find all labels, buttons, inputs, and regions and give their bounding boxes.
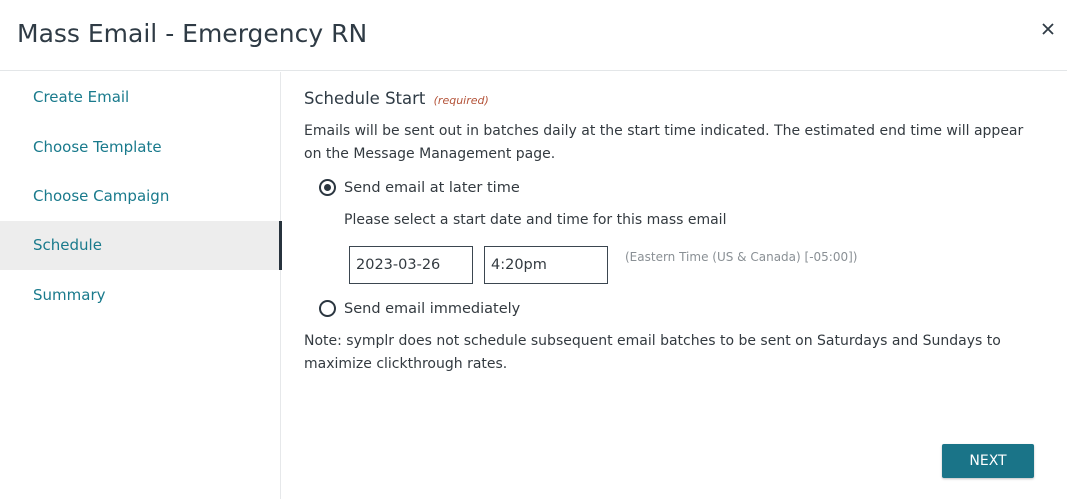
schedule-description: Emails will be sent out in batches daily at the start time indicated. The estimated end time will appear on the Message Management page. (304, 123, 1024, 162)
wizard-sidebar (0, 72, 281, 499)
sidebar-item-label: Choose Template (33, 138, 162, 156)
sidebar-item-label: Schedule (33, 236, 102, 254)
sidebar-item-schedule[interactable] (0, 221, 280, 270)
timezone-label: (Eastern Time (US & Canada) [-05:00]) (625, 250, 858, 264)
sidebar-item-label: Summary (33, 286, 106, 304)
immediately-label[interactable]: Send email immediately (344, 301, 521, 317)
next-button[interactable]: NEXT (942, 444, 1034, 478)
start-time-input[interactable] (484, 246, 608, 284)
sidebar-item-choose-template[interactable] (0, 123, 280, 172)
start-hint: Please select a start date and time for this mass email (344, 212, 727, 228)
sidebar-item-label: Choose Campaign (33, 187, 170, 205)
close-icon[interactable] (1037, 18, 1059, 40)
required-label: (required) (433, 94, 489, 107)
dialog-header (0, 0, 1067, 71)
sidebar-item-summary[interactable] (0, 271, 280, 320)
section-title-text: Schedule Start (304, 89, 426, 108)
immediately-radio[interactable] (319, 300, 336, 317)
start-date-input[interactable] (349, 246, 473, 284)
section-title (304, 89, 489, 108)
schedule-note: Note: symplr does not schedule subsequent email batches to be sent on Saturdays and Sundays to maximize clickthrough rates. (304, 333, 1001, 372)
later-time-radio[interactable] (319, 179, 336, 196)
sidebar-item-label: Create Email (33, 88, 130, 106)
later-time-label[interactable]: Send email at later time (344, 180, 520, 196)
sidebar-item-choose-campaign[interactable] (0, 172, 280, 221)
dialog-title: Mass Email - Emergency RN (17, 19, 368, 48)
sidebar-item-create-email[interactable] (0, 73, 280, 122)
